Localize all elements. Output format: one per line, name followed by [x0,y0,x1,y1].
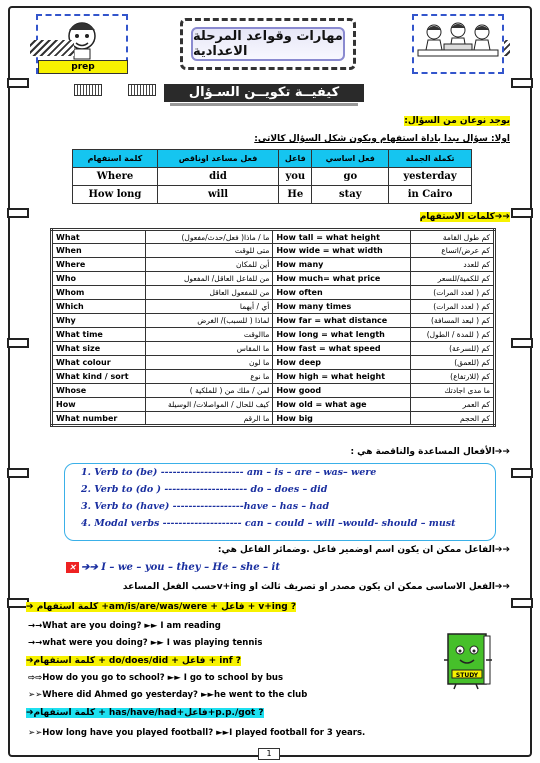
study-book-icon [440,630,496,690]
table-cell: كم للكمية/للسعر [411,272,495,286]
stripe-decoration [30,40,74,56]
table-cell: How long = what length [273,328,411,342]
table-cell: كم عرض/اتساع [411,244,495,258]
table-cell: لماذا ( للسبب)/ الغرض [146,314,273,328]
table-row [52,300,495,314]
header-title: مهارات وقواعد المرحلة الاعدادية [191,27,345,61]
intro-highlight: يوجد نوعان من السؤال: [404,116,510,126]
frame-tab [7,468,29,478]
table-cell: you [279,168,312,186]
table-cell: He [279,186,312,204]
table-cell: How wide = what width [273,244,411,258]
table-cell: Which [52,300,146,314]
table-cell: When [52,244,146,258]
table-cell: What kind / sort [52,370,146,384]
frame-tab [511,598,533,608]
frame-tab [511,208,533,218]
table-cell: كم (للعمق) [411,356,495,370]
verb-line: 3. Verb to (have) ------------------have – has – had [81,501,330,512]
table-cell: How high = what height [273,370,411,384]
table-cell: Why [52,314,146,328]
table-row [52,356,495,370]
table-row [52,342,495,356]
table-header: فاعل [279,150,312,168]
table-cell: كم ( لعدد المرات) [411,286,495,300]
formula-ing [26,602,296,615]
table-cell: كم طول القامة [411,230,495,244]
table-cell: كم العمر [411,398,495,412]
table-header-row [73,150,472,168]
table-cell: How long [73,186,158,204]
table-row [52,314,495,328]
pronouns-line [66,562,280,573]
table-cell: كم ( للمدة / الطول) [411,328,495,342]
table-cell: كم (للارتفاع) [411,370,495,384]
qwords-heading-text: ➔➔كلمات الاستفهام [419,212,510,222]
table-cell: أي / أيهما [146,300,273,314]
verb-line: 4. Modal verbs -------------------- can – could – will –would- should – must [81,518,456,529]
verbs-box [64,463,496,541]
table-row [52,258,495,272]
table-row [52,370,495,384]
table-cell: What number [52,412,146,426]
table-cell: yesterday [389,168,472,186]
frame-tab [7,338,29,348]
table-cell: ما لون [146,356,273,370]
table-cell: من للفاعل العاقل/ المفعول [146,272,273,286]
book-label: STUDY [455,672,479,679]
example-line: ➢➢Where did Ahmed go yesterday? ►►he went to the club [28,690,308,700]
table-cell: ماالوقت [146,328,273,342]
table-cell: will [157,186,278,204]
table-cell: How far = what distance [273,314,411,328]
aux-heading: ➔➔الأفعال المساعدة والناقصة هي : [350,447,510,457]
example-line: →→What are you doing? ►► I am reading [28,621,221,631]
table-cell: كم ( لعدد المرات) [411,300,495,314]
formula-text: ➔كلمة استفهام + has/have/had+فاعل+p.p./got ? [26,708,264,718]
frame-tab [511,78,533,88]
frame-tab [511,468,533,478]
table-row [52,286,495,300]
table-cell: What time [52,328,146,342]
table-cell: أين للمكان [146,258,273,272]
formula-text: ➔ كلمة استفهام +am/is/are/was/were + فاعل + v+ing ? [26,602,297,612]
table-cell: How good [273,384,411,398]
table-cell: كم الحجم [411,412,495,426]
table-cell: كم للعدد [411,258,495,272]
table-cell: How deep [273,356,411,370]
table-cell: How tall = what height [273,230,411,244]
title-box [180,18,356,70]
table-cell: ما الرقم [146,412,273,426]
table-cell: go [312,168,389,186]
table-row [52,328,495,342]
table-row [52,412,495,426]
table-cell: من للمفعول العاقل [146,286,273,300]
table-row [52,272,495,286]
table-cell: Where [73,168,158,186]
table-cell: How [52,398,146,412]
table-cell: What size [52,342,146,356]
table-cell: How many times [273,300,411,314]
frame-tab [7,78,29,88]
table-cell: Whose [52,384,146,398]
main-verb-heading: ➔➔الفعل الاساسى ممكن ان يكون مصدر او تصريف ثالث او v+ingحسب الفعل المساعد [122,582,510,592]
example-line: ⇨⇨How do you go to school? ►► I go to school by bus [28,673,284,683]
flag-icon: ✕ [66,562,79,573]
verb-line: 1. Verb to (be) --------------------- am – is – are – was– were [81,467,377,478]
table-cell: What colour [52,356,146,370]
table-row [52,398,495,412]
table-header: تكملة الجملة [389,150,472,168]
verb-line: 2. Verb to (do ) --------------------- do – does – did [81,484,328,495]
table-cell: stay [312,186,389,204]
pattern-bar [74,84,102,96]
table-cell: ما نوع [146,370,273,384]
table-cell: Where [52,258,146,272]
prep-label: prep [38,60,128,74]
table-cell: How much= what price [273,272,411,286]
structure-table [72,149,472,204]
page-number: 1 [258,748,280,760]
table-cell: did [157,168,278,186]
table-cell: How old = what age [273,398,411,412]
qwords-heading [420,212,510,222]
table-cell: How often [273,286,411,300]
table-cell: How big [273,412,411,426]
table-cell: ما المقاس [146,342,273,356]
table-row [73,186,472,204]
table-cell: كيف للحال / المواصلات/ الوسيلة [146,398,273,412]
table-row [52,230,495,244]
page-header [30,14,510,74]
table-cell: لمن / ملك من ( للملكية ) [146,384,273,398]
pronouns-text: ➔➔ I – we – you – they – He – she – it [81,562,280,573]
first-type-text: اولا: سؤال يبدا باداة استفهام ويكون شكل السؤال كالاتى: [254,134,510,144]
formula-text: ➔كلمة استفهام + do/does/did + فاعل + inf ? [26,656,242,666]
table-cell: How fast = what speed [273,342,411,356]
table-cell: متى للوقت [146,244,273,258]
table-row [73,168,472,186]
table-cell: كم ( لبعد المسافة) [411,314,495,328]
table-cell: Whom [52,286,146,300]
intro-text [404,116,510,126]
formula-have [26,708,264,721]
students-image [412,14,504,74]
question-words-table [50,228,496,427]
table-cell: كم (للسرعة) [411,342,495,356]
frame-tab [7,208,29,218]
example-line: →→what were you doing? ►► I was playing tennis [28,638,263,648]
table-header: فعل مساعد اوناقص [157,150,278,168]
section-title: كيفيــة تكويــن السـؤال [164,84,364,102]
pattern-bar [128,84,156,96]
table-cell: ما مدى اجادتك [411,384,495,398]
table-cell: Who [52,272,146,286]
table-cell: How many [273,258,411,272]
table-row [52,384,495,398]
table-cell: ما / ماذا( فعل/حدث/مفعول) [146,230,273,244]
frame-tab [511,338,533,348]
table-row [52,244,495,258]
table-cell: What [52,230,146,244]
formula-do [26,656,241,669]
table-header: كلمة استفهام [73,150,158,168]
table-header: فعل اساسي [312,150,389,168]
subject-heading: ➔➔الفاعل ممكن ان يكون اسم اوضمير فاعل .وضمائر الفاعل هي: [217,545,510,555]
table-cell: in Cairo [389,186,472,204]
example-line: ➢➢How long have you played football? ►►I played football for 3 years. [28,728,366,738]
